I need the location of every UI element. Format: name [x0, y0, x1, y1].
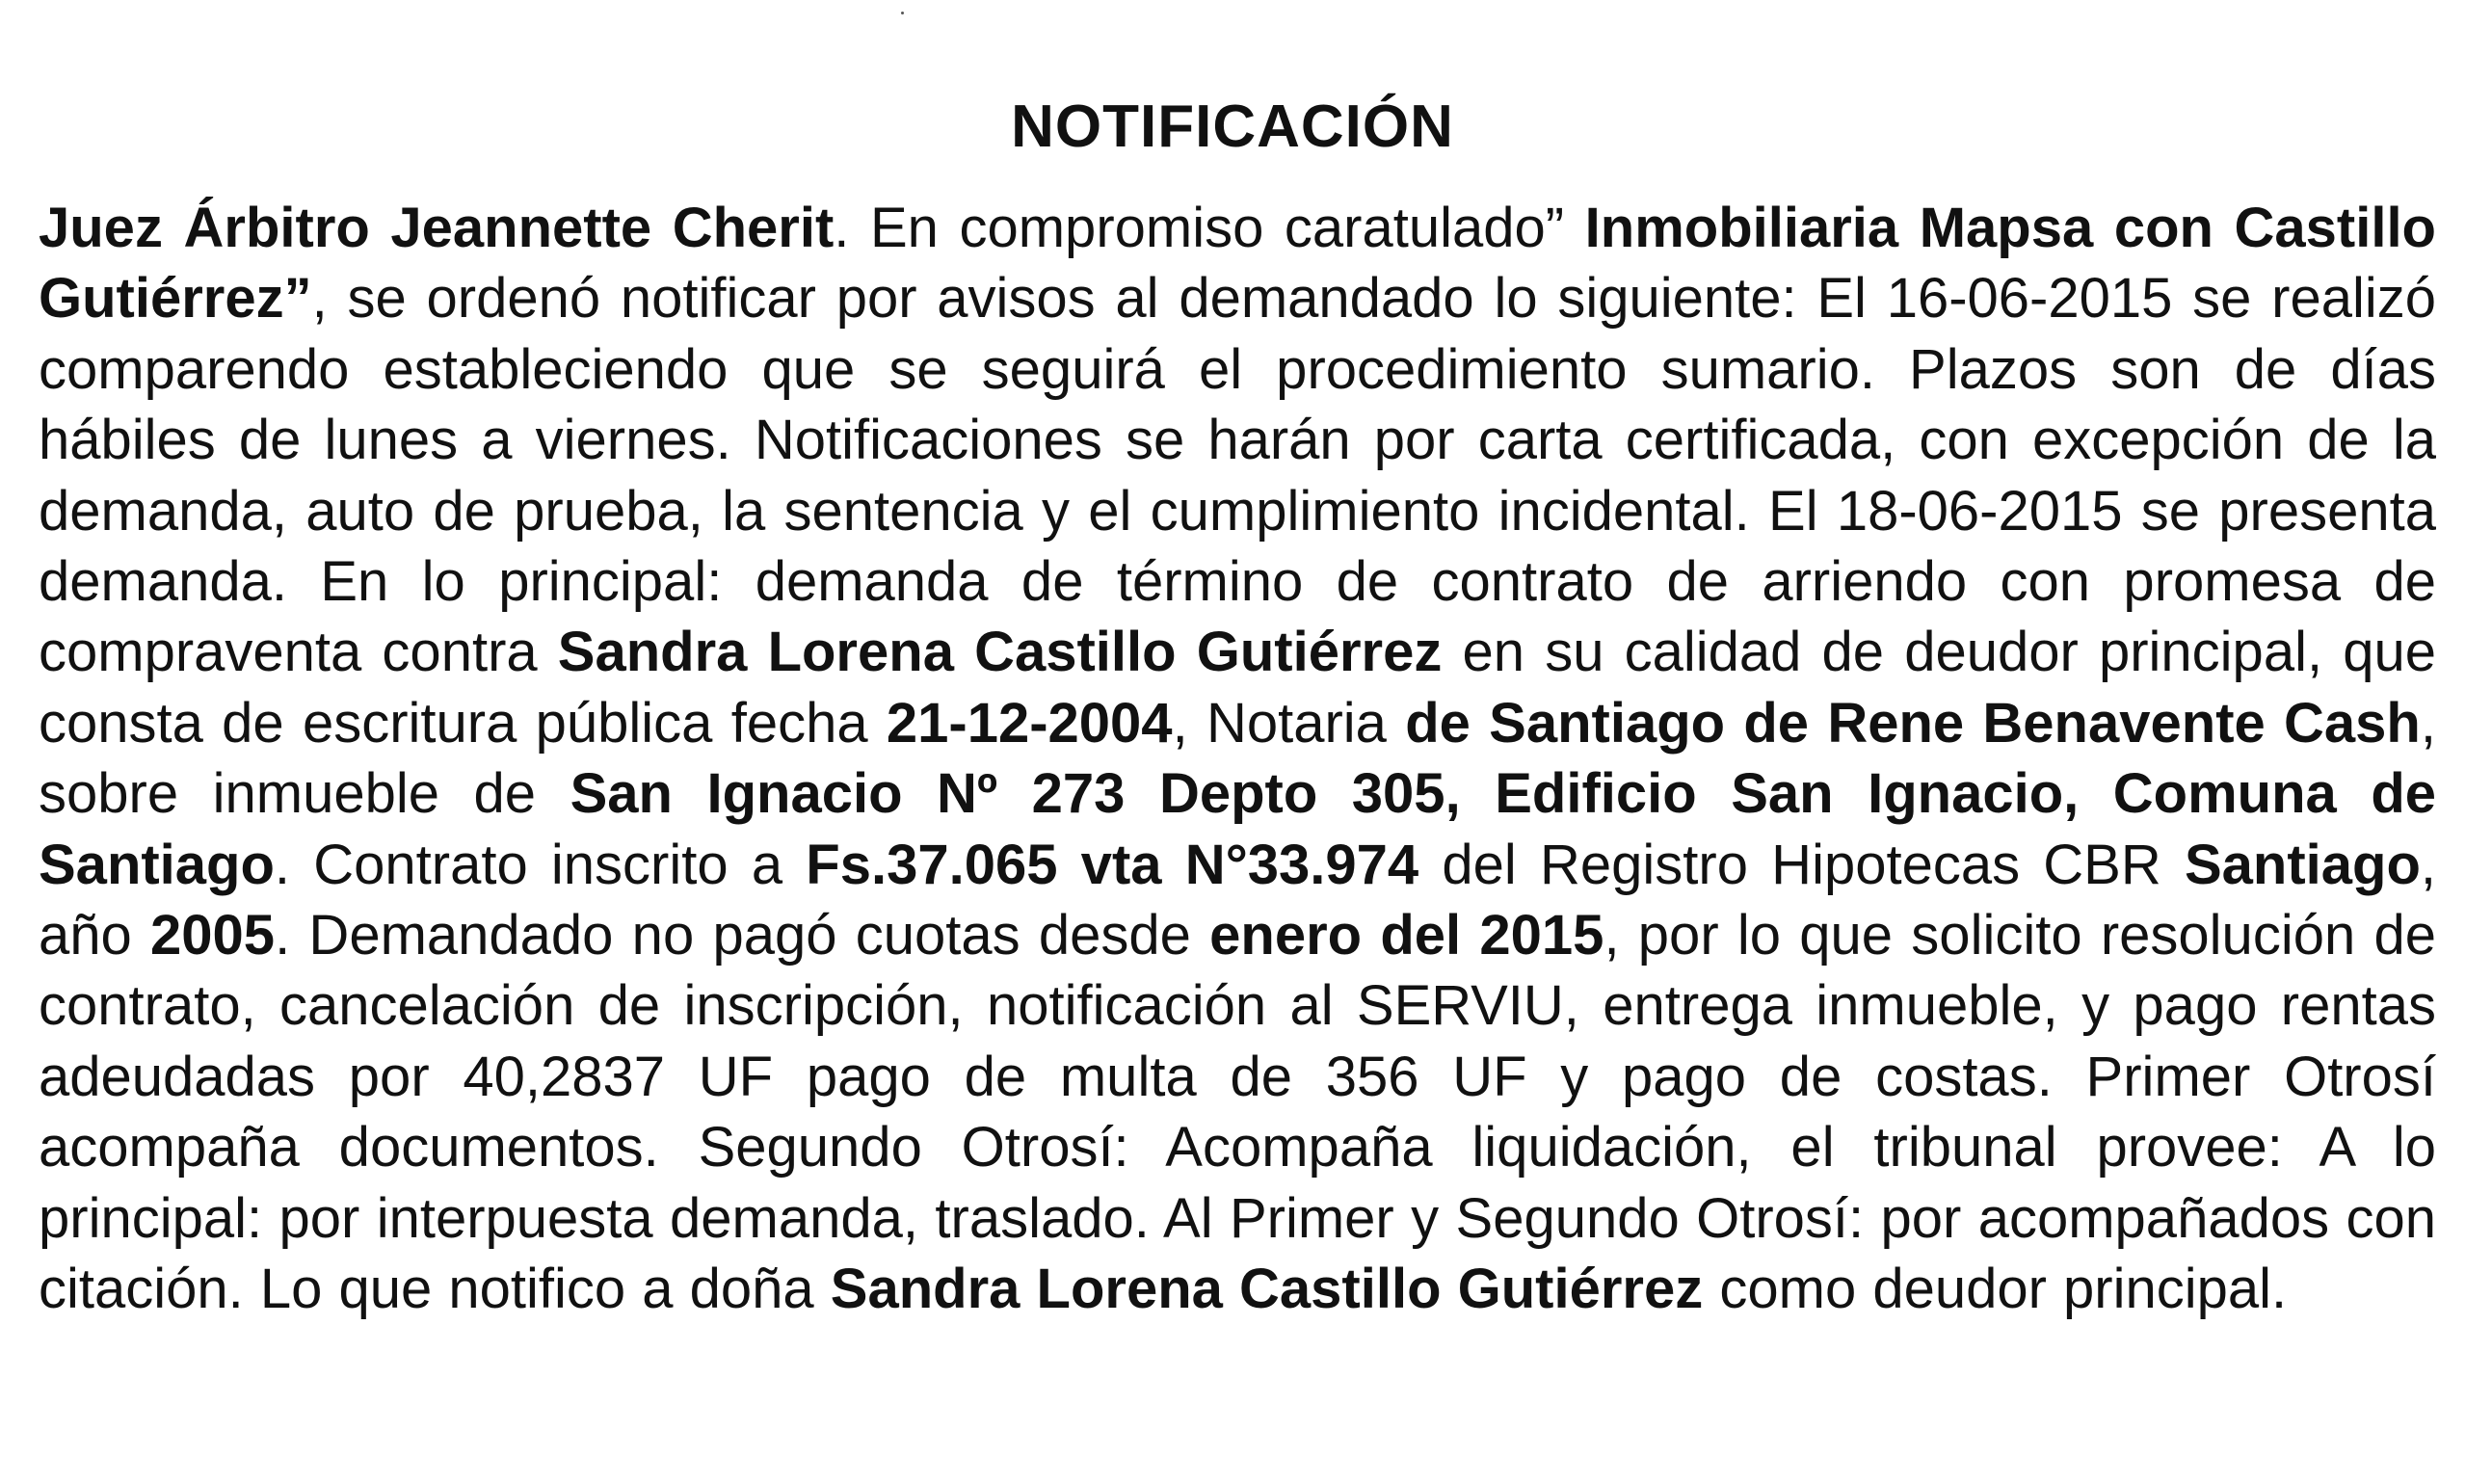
scan-speck	[901, 12, 904, 14]
text-run: en su calidad de deudor principal, que consta de escritura pública fecha	[39, 621, 2436, 755]
text-run: , por lo que solicito resolución de contrato, cancelación de inscripción, notificación al SERVIU, entrega inmueble, y pago rentas adeudadas por 40,2837 UF pago de multa de 356 UF y pago de costas. Primer Otrosí acompaña documentos. Segundo Otrosí: Acompaña liquidación, el tribunal provee: A lo principal: por interpuesta demanda, traslado. Al Primer y Segundo Otrosí: por acompañados con citación. Lo que notifico a doña	[39, 904, 2436, 1321]
bold-text-run: Inmobiliaria Mapsa con Castillo Gutiérrez”	[39, 197, 2436, 331]
bold-text-run: de Santiago de Rene Benavente Cash	[1405, 691, 2421, 755]
bold-text-run: Fs.37.065 vta N°33.974	[806, 833, 1419, 896]
text-run: , año	[39, 833, 2437, 967]
bold-text-run: Sandra Lorena Castillo Gutiérrez	[557, 621, 1443, 684]
text-run: , se ordenó notificar por avisos al demandado lo siguiente: El 16-06-2015 se realizó comparendo estableciendo que se seguirá el procedimiento sumario. Plazos son de días hábiles de lunes a viernes. Notificaciones se harán por carta certificada, con excepción de la demanda, auto de prueba, la sentencia y el cumplimiento incidental. El 18-06-2015 se presenta demanda. En lo principal: demanda de término de contrato de arriendo con promesa de compraventa contra	[39, 267, 2436, 684]
bold-text-run: Santiago	[2184, 833, 2421, 896]
bold-text-run: enero del 2015	[1209, 904, 1604, 967]
bold-text-run: 21-12-2004	[886, 691, 1173, 755]
text-run: . En compromiso caratulado”	[834, 197, 1585, 259]
text-run: . Contrato inscrito a	[274, 833, 807, 896]
bold-text-run: Juez Árbitro Jeannette Cherit	[39, 197, 835, 259]
text-run: como deudor principal.	[1703, 1258, 2288, 1321]
text-run: , Notaria	[1172, 691, 1406, 755]
text-run: del Registro Hipotecas CBR	[1418, 833, 2185, 896]
document-title: NOTIFICACIÓN	[1011, 93, 1454, 160]
notification-body	[39, 193, 2436, 1325]
bold-text-run: San Ignacio Nº 273 Depto 305, Edificio San Ignacio, Comuna de Santiago	[39, 762, 2436, 896]
bold-text-run: Sandra Lorena Castillo Gutiérrez	[830, 1258, 1704, 1321]
bold-text-run: 2005	[150, 904, 276, 967]
text-run: . Demandado no pagó cuotas desde	[275, 904, 1210, 967]
text-run: , sobre inmueble de	[39, 691, 2436, 826]
